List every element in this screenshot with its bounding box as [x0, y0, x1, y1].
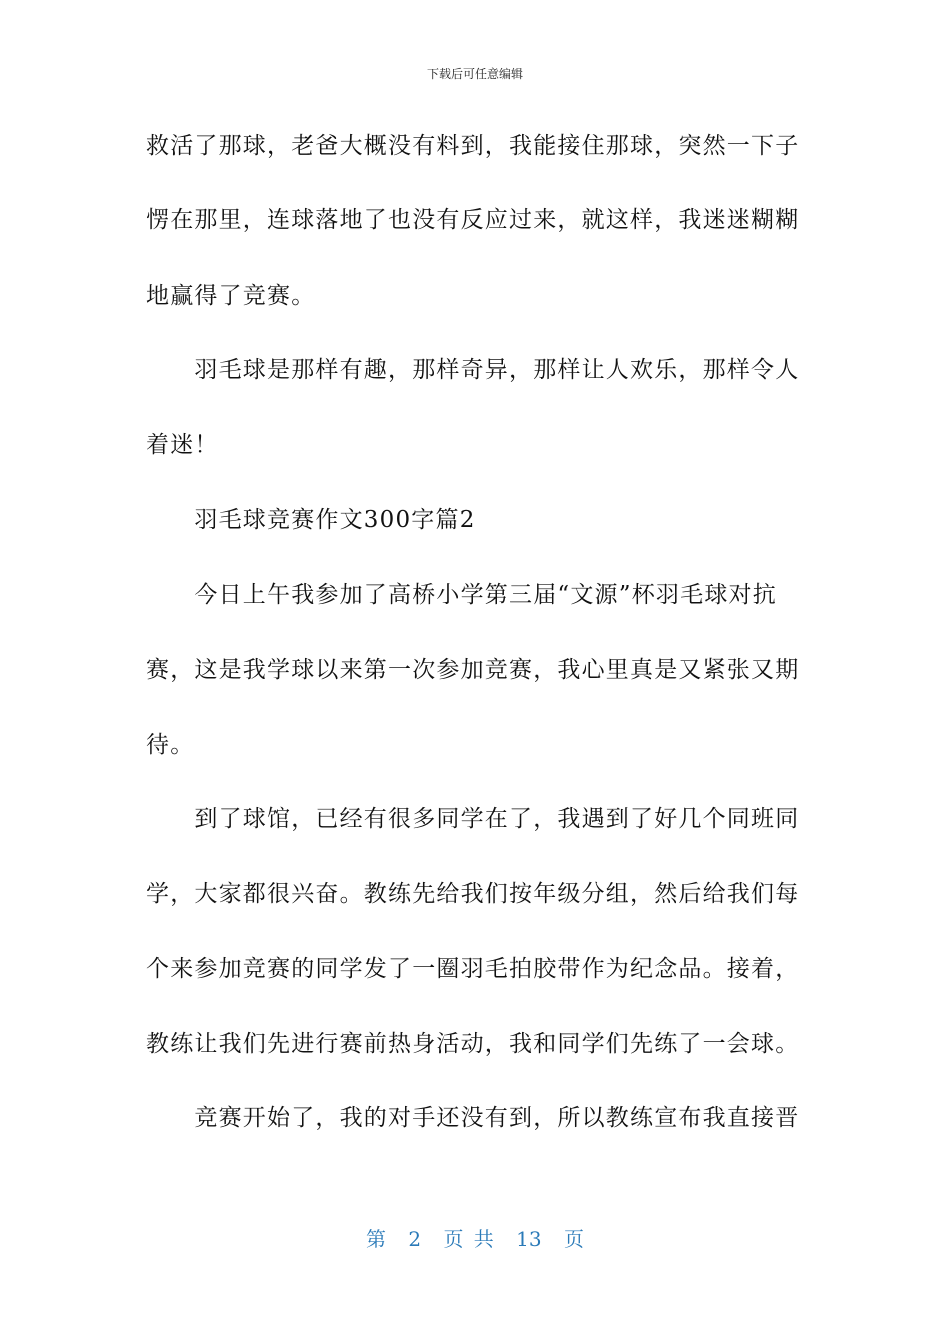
footer-total-pages: 13: [516, 1227, 542, 1251]
text-line-12: 个来参加竞赛的同学发了一圈羽毛拍胶带作为纪念品。接着，: [146, 956, 800, 982]
text-line-13: 教练让我们先进行赛前热身活动，我和同学们先练了一会球。: [146, 1031, 800, 1057]
footer-middle: 页 共: [443, 1227, 494, 1251]
text-line-11: 学，大家都很兴奋。教练先给我们按年级分组，然后给我们每: [146, 881, 800, 907]
text-line-14: 竞赛开始了，我的对手还没有到，所以教练宣布我直接晋: [146, 1105, 800, 1131]
section-heading: 羽毛球竞赛作文300字篇2: [146, 507, 476, 533]
text-line-9: 待。: [146, 732, 195, 758]
text-line-5: 着迷！: [146, 432, 219, 458]
page-footer: [0, 1226, 950, 1252]
footer-suffix: 页: [563, 1227, 584, 1251]
text-line-4: 羽毛球是那样有趣，那样奇异，那样让人欢乐，那样令人: [146, 357, 800, 383]
text-line-1: 救活了那球，老爸大概没有料到，我能接住那球，突然一下子: [146, 133, 800, 159]
text-line-3: 地赢得了竞赛。: [146, 283, 316, 309]
footer-prefix: 第: [366, 1227, 386, 1251]
text-line-2: 愣在那里，连球落地了也没有反应过来，就这样，我迷迷糊糊: [146, 207, 800, 233]
page-header-note: 下载后可任意编辑: [426, 67, 523, 81]
text-line-10: 到了球馆，已经有很多同学在了，我遇到了好几个同班同: [146, 806, 800, 832]
text-line-7: 今日上午我参加了高桥小学第三届“文源”杯羽毛球对抗: [146, 582, 777, 608]
footer-current-page: 2: [408, 1227, 422, 1251]
text-line-8: 赛，这是我学球以来第一次参加竞赛，我心里真是又紧张又期: [146, 657, 800, 683]
